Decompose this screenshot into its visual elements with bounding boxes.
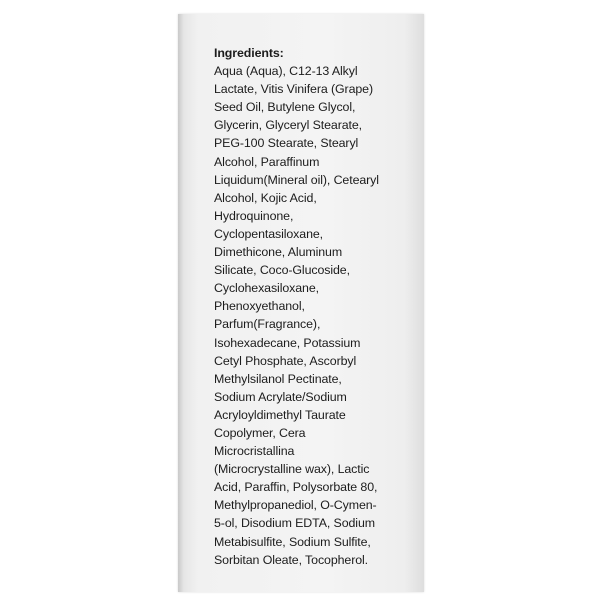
ingredient-line: Sorbitan Oleate, Tocopherol. — [214, 552, 369, 567]
ingredient-line: Phenoxyethanol, — [214, 299, 305, 314]
ingredient-line: 5-ol, Disodium EDTA, Sodium — [214, 516, 375, 531]
ingredient-line: Metabisulfite, Sodium Sulfite, — [214, 534, 371, 549]
ingredient-line: Silicate, Coco-Glucoside, — [214, 263, 350, 278]
ingredient-line: Acid, Paraffin, Polysorbate 80, — [214, 480, 378, 495]
ingredient-line: PEG-100 Stearate, Stearyl — [214, 136, 359, 151]
ingredient-line: Acryloyldimethyl Taurate — [214, 407, 346, 422]
ingredient-line: Methylpropanediol, O-Cymen- — [214, 498, 377, 513]
ingredient-line: Aqua (Aqua), C12-13 Alkyl — [214, 64, 358, 79]
ingredient-line: Glycerin, Glyceryl Stearate, — [214, 118, 362, 133]
ingredients-text — [214, 44, 424, 569]
ingredient-line: Hydroquinone, — [214, 208, 294, 223]
ingredient-line: Isohexadecane, Potassium — [214, 335, 361, 350]
ingredient-line: (Microcrystalline wax), Lactic — [214, 462, 370, 477]
ingredient-line: Methylsilanol Pectinate, — [214, 371, 342, 386]
ingredient-line: Copolymer, Cera — [214, 425, 306, 440]
ingredient-line: Seed Oil, Butylene Glycol, — [214, 100, 356, 115]
ingredient-line: Dimethicone, Aluminum — [214, 245, 343, 260]
ingredient-line: Liquidum(Mineral oil), Cetearyl — [214, 172, 379, 187]
ingredient-line: Cetyl Phosphate, Ascorbyl — [214, 353, 357, 368]
ingredient-line: Parfum(Fragrance), — [214, 317, 321, 332]
ingredient-line: Cyclopentasiloxane, — [214, 226, 323, 241]
ingredient-line: Sodium Acrylate/Sodium — [214, 389, 347, 404]
ingredient-line: Alcohol, Kojic Acid, — [214, 190, 317, 205]
ingredient-line: Lactate, Vitis Vinifera (Grape) — [214, 82, 373, 97]
ingredients-label — [178, 14, 424, 592]
ingredients-heading: Ingredients: — [214, 46, 284, 60]
ingredient-line: Cyclohexasiloxane, — [214, 281, 319, 296]
ingredient-line: Microcristallina — [214, 444, 295, 459]
ingredient-line: Alcohol, Paraffinum — [214, 154, 320, 169]
